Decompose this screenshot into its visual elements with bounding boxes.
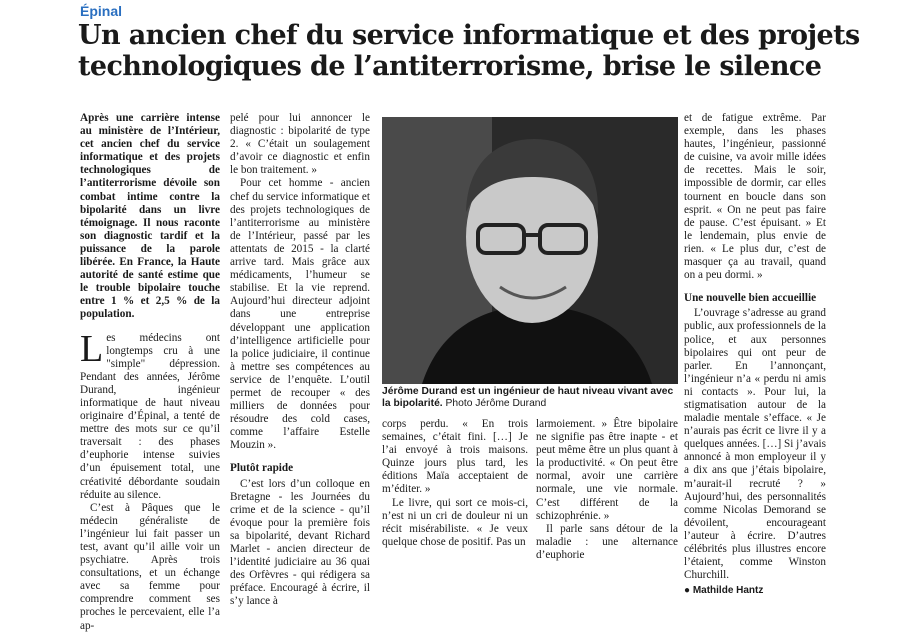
article-headline: Un ancien chef du service informatique et des projets technologiques de l’antiterrorisme, brise le silence [78,20,860,82]
photo-credit: Photo Jérôme Durand [442,398,547,410]
drop-cap: L [80,327,104,370]
body-paragraph [80,327,220,502]
body-paragraph: C’est à Pâques que le médecin généraliste de l’ingénieur lui fait passer un test, avant qu’il aille voir un psychiatre. Après trois consultations, et un échange avec sa femme pour comprendre comment ses proches le percevaient, elle l’a ap- [80,501,220,632]
body-paragraph: Le livre, qui sort ce mois-ci, n’est ni un cri de douleur ni un récit misérabiliste. « Je veux quelque chose de positif. Pas un [382,496,528,548]
body-paragraph: L’ouvrage s’adresse au grand public, aux professionnels de la police, et aux personnes bipolaires qui ont peur de parler. En l’annonçant, l’ingénieur n’a « perdu ni amis ni contacts ». Pour lui, la stigmatisation autour de la maladie mentale s’efface. « Je n’aurais pas écrit ce livre il y a quelques années. […] Si j’avais annoncé à mon employeur il y a dix ans que j’étais bipolaire, m’aurait-il recruté ? » Aujourd’hui, des personnalités comme Nicolas Demorand se dévoilent, encourageant l’auteur à écrire. D’autres célébrités plus illustres encore l’étaient, comme Winston Churchill. [684,307,826,582]
body-paragraph: pelé pour lui annoncer le diagnostic : bipolarité de type 2. « C’était un soulagement d’avoir ce diagnostic et enfin le bon traitement. » [230,112,370,177]
body-paragraph: larmoiement. » Être bipolaire ne signifie pas être inapte - et peut même être un plus quant à la productivité. « On peut être normal, avoir une carrière normale, une vie normale. C’est différent de la schizophrénie. » [536,418,678,522]
column-3 [382,418,528,549]
body-paragraph: corps perdu. « En trois semaines, c’était fini. […] Je l’ai envoyé à trois maisons. Quinze jours plus tard, les éditions Maïa acceptaient de m’éditer. » [382,418,528,496]
photo-caption [382,386,678,411]
column-4 [536,418,678,562]
caption-text: Jérôme Durand est un ingénieur de haut niveau vivant avec la bipolarité. [382,386,674,410]
body-paragraph: Il parle sans détour de la maladie : une alternance d’euphorie [536,522,678,561]
author-byline: ● Mathilde Hantz [684,585,764,597]
subheading: Une nouvelle bien accueillie [684,292,817,305]
body-paragraph: et de fatigue extrême. Par exemple, dans les phases hautes, l’ingénieur, passionné de cuisine, va avoir mille idées de recettes. Mais le soir, impossible de dormir, car elles tournent en boucle dans son esprit. « On ne peut pas faire de pause. C’est épuisant. » Et le lendemain, plus envie de rien. « Le plus dur, c’est de masquer ça au travail, quand on a peu dormi. » [684,112,826,282]
body-text: es médecins ont longtemps cru à une "simple" dépression. Pendant des années, Jérôme Durand, ingénieur informatique de haut niveau originaire d’Épinal, a tenté de mettre des mots sur ce qu’il traversait : des phases d’euphorie intense suivies d’un épuisement total, une créativité débordante soudain réduite au silence. [80,331,220,501]
column-2 [230,112,370,608]
article-lede: Après une carrière intense au ministère de l’Intérieur, cet ancien chef du service informatique et des projets technologiques de l’antiterrorisme dévoile son combat intime contre la bipolarité dans un livre témoignage. Il nous raconte son diagnostic tardif et la puissance de la parole libérée. En France, la Haute autorité de santé estime que le trouble bipolaire touche entre 1 % et 2,5 % de la population. [80,112,220,321]
subheading: Plutôt rapide [230,462,294,475]
portrait-photo [382,117,678,384]
body-paragraph: Pour cet homme - ancien chef du service informatique et des projets technologiques de l’antiterrorisme au ministère de l’Intérieur, passé par les attentats de 2015 - la clarté arrive tard. Mais grâce aux médicaments, l’humeur se stabilise. Et la vie reprend. Aujourd’hui directeur adjoint dans une entreprise développant une application d’intelligence artificielle pour la police judiciaire, il continue à mettre ses compétences au service de l’enquête. L’outil permet de recouper « des milliers de données pour résoudre des cold cases, comme l’affaire Estelle Mouzin ». [230,177,370,452]
column-1 [80,112,220,633]
portrait-illustration [382,117,678,384]
section-kicker: Épinal [80,3,123,19]
body-paragraph: C’est lors d’un colloque en Bretagne - les Journées du crime et de la science - qu’il évoque pour la première fois sa bipolarité, devant Richard Marlet - ancien directeur de l’identité judiciaire au 36 quai des Orfèvres - qui rédigera sa préface. Encouragé à écrire, il s’y lance à [230,477,370,608]
column-5 [684,112,826,597]
